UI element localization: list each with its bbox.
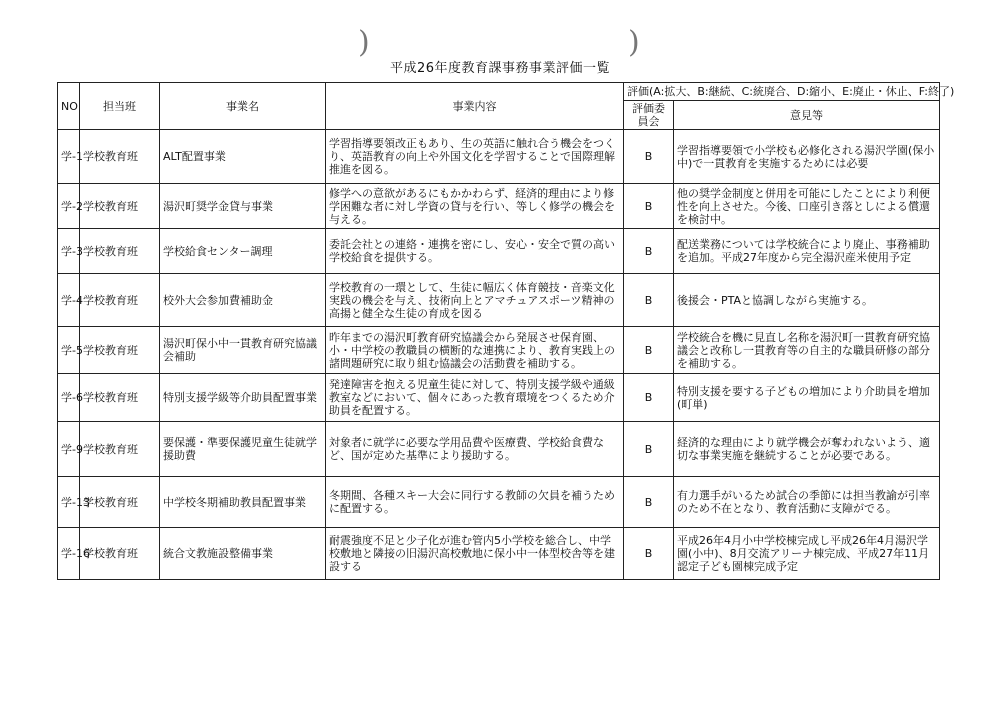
col-header-team: 担当班	[80, 83, 160, 130]
cell-opinion: 配送業務については学校統合により廃止、事務補助を追加。平成27年度から完全湯沢産米使用予定	[674, 229, 940, 274]
cell-project-name: 湯沢町奨学金貸与事業	[160, 184, 326, 229]
cell-rating: B	[624, 327, 674, 374]
cell-no: 学-4	[58, 274, 80, 327]
cell-project-content: 対象者に就学に必要な学用品費や医療費、学校給食費など、国が定めた基準により援助する。	[326, 422, 624, 477]
cell-opinion: 学習指導要領で小学校も必修化される湯沢学園(保小中)で一貫教育を実施するためには必要	[674, 130, 940, 184]
cell-no: 学-5	[58, 327, 80, 374]
table-row	[58, 274, 940, 327]
cell-project-name: 湯沢町保小中一貫教育研究協議会補助	[160, 327, 326, 374]
cell-rating: B	[624, 229, 674, 274]
cell-project-name: 校外大会参加費補助金	[160, 274, 326, 327]
cell-opinion: 後援会・PTAと協調しながら実施する。	[674, 274, 940, 327]
cell-project-content: 発達障害を抱える児童生徒に対して、特別支援学級や通級教室などにおいて、個々にあった教育環境をつくるため介助員を配置する。	[326, 374, 624, 422]
table-row	[58, 477, 940, 528]
cell-team: 学校教育班	[80, 477, 160, 528]
cell-team: 学校教育班	[80, 229, 160, 274]
table-row	[58, 327, 940, 374]
cell-no: 学-2	[58, 184, 80, 229]
col-header-no: NO	[58, 83, 80, 130]
cell-team: 学校教育班	[80, 184, 160, 229]
cell-project-name: 学校給食センター調理	[160, 229, 326, 274]
cell-project-content: 学校教育の一環として、生徒に幅広く体育競技・音楽文化実践の機会を与え、技術向上とアマチュアスポーツ精神の高揚と健全な生徒の育成を図る	[326, 274, 624, 327]
cell-rating: B	[624, 130, 674, 184]
cell-no: 学-13	[58, 477, 80, 528]
binder-hole-left: )	[358, 25, 370, 60]
evaluation-table	[57, 82, 955, 580]
cell-project-content: 学習指導要領改正もあり、生の英語に触れ合う機会をつくり、英語教育の向上や外国文化を学習することで国際理解推進を図る。	[326, 130, 624, 184]
cell-rating: B	[624, 528, 674, 580]
col-header-committee: 評価委員会	[624, 101, 674, 130]
cell-rating: B	[624, 477, 674, 528]
cell-team: 学校教育班	[80, 374, 160, 422]
cell-team: 学校教育班	[80, 422, 160, 477]
cell-no: 学-6	[58, 374, 80, 422]
col-header-name: 事業名	[160, 83, 326, 130]
col-header-opinion: 意見等	[674, 101, 940, 130]
cell-team: 学校教育班	[80, 528, 160, 580]
cell-project-name: 統合文教施設整備事業	[160, 528, 326, 580]
cell-team: 学校教育班	[80, 327, 160, 374]
binder-hole-right: )	[628, 25, 640, 60]
cell-project-content: 委託会社との連絡・連携を密にし、安心・安全で質の高い学校給食を提供する。	[326, 229, 624, 274]
cell-team: 学校教育班	[80, 130, 160, 184]
page-title: 平成26年度教育課事務事業評価一覧	[389, 61, 611, 76]
cell-no: 学-1	[58, 130, 80, 184]
cell-project-content: 冬期間、各種スキー大会に同行する教師の欠員を補うために配置する。	[326, 477, 624, 528]
cell-team: 学校教育班	[80, 274, 160, 327]
cell-project-name: 中学校冬期補助教員配置事業	[160, 477, 326, 528]
cell-opinion: 他の奨学金制度と併用を可能にしたことにより利便性を向上させた。今後、口座引き落としによる償還を検討中。	[674, 184, 940, 229]
cell-opinion: 有力選手がいるため試合の季節には担当教諭が引率のため不在となり、教育活動に支障がでる。	[674, 477, 940, 528]
cell-project-name: 特別支援学級等介助員配置事業	[160, 374, 326, 422]
cell-project-content: 修学への意欲があるにもかかわらず、経済的理由により修学困難な者に対し学資の貸与を行い、等しく修学の機会を与える。	[326, 184, 624, 229]
cell-no: 学-3	[58, 229, 80, 274]
cell-rating: B	[624, 184, 674, 229]
cell-project-name: 要保護・準要保護児童生徒就学援助費	[160, 422, 326, 477]
cell-project-name: ALT配置事業	[160, 130, 326, 184]
table-row	[58, 229, 940, 274]
table-row	[58, 184, 940, 229]
cell-no: 学-16	[58, 528, 80, 580]
cell-opinion: 特別支援を要する子どもの増加により介助員を増加(町単)	[674, 374, 940, 422]
cell-rating: B	[624, 274, 674, 327]
cell-opinion: 学校統合を機に見直し名称を湯沢町一貫教育研究協議会と改称し一貫教育等の自主的な職員研修の部分を補助する。	[674, 327, 940, 374]
cell-opinion: 経済的な理由により就学機会が奪われないよう、適切な事業実施を継続することが必要である。	[674, 422, 940, 477]
cell-project-content: 耐震強度不足と少子化が進む管内5小学校を総合し、中学校敷地と隣接の旧湯沢高校敷地に保小中一体型校舎等を建設する	[326, 528, 624, 580]
header-row-1	[58, 83, 940, 101]
table-row	[58, 422, 940, 477]
table-row	[58, 528, 940, 580]
cell-opinion: 平成26年4月小中学校棟完成し平成26年4月湯沢学園(小中)、8月交流アリーナ棟完成、平成27年11月認定子ども園棟完成予定	[674, 528, 940, 580]
rating-legend: 評価(A:拡大、B:継続、C:統廃合、D:縮小、E:廃止・休止、F:終了)	[624, 83, 940, 101]
table-row	[58, 374, 940, 422]
cell-rating: B	[624, 422, 674, 477]
table-row	[58, 130, 940, 184]
cell-no: 学-9	[58, 422, 80, 477]
col-header-content: 事業内容	[326, 83, 624, 130]
cell-rating: B	[624, 374, 674, 422]
cell-project-content: 昨年までの湯沢町教育研究協議会から発展させ保育園、小・中学校の教職員の横断的な連携により、教育実践上の諸問題研究に取り組む協議会の活動費を補助する。	[326, 327, 624, 374]
